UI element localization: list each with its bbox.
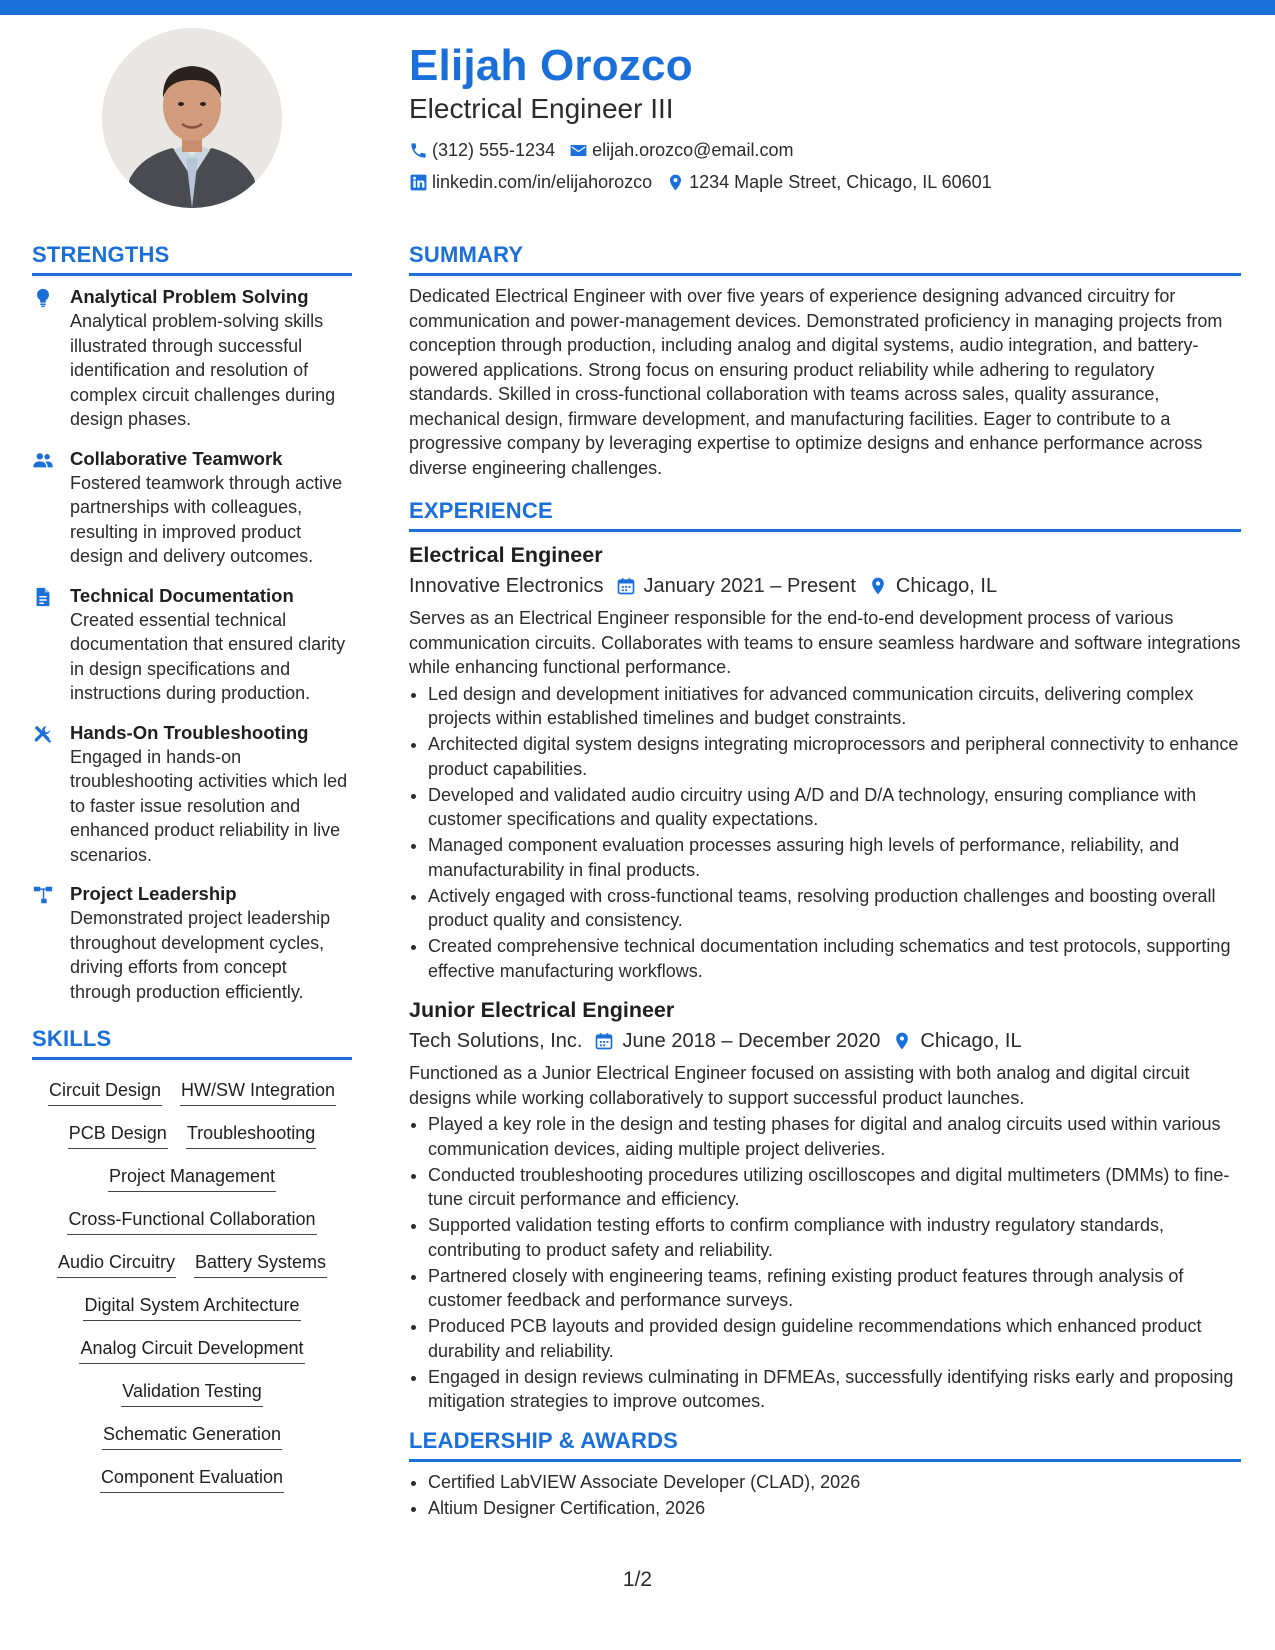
profile-photo [102, 28, 282, 208]
job-title: Junior Electrical Engineer [409, 998, 675, 1022]
job-description: Serves as an Electrical Engineer responsible for the end-to-end development process of various communication circuits. Collaborates with teams to ensure seamless hardware and software integrations while enhancing functional performance. [409, 608, 1241, 677]
job-location [868, 570, 997, 602]
company-name: Innovative Electronics [409, 575, 604, 597]
skills-list [32, 1068, 352, 1504]
strength-desc: Engaged in hands-on troubleshooting activities which led to faster issue resolution and enhanced product reliability in live scenarios. [70, 746, 348, 865]
job-dates [616, 570, 856, 602]
strength-desc: Demonstrated project leadership throughout development cycles, driving efforts from concept through production efficiently. [70, 908, 331, 1002]
top-accent-bar [0, 0, 1275, 15]
tools-icon [32, 723, 54, 745]
list-item: • Actively engaged with cross-functional teams, resolving production challenges and boosting overall product quality and consistency. [428, 884, 1241, 933]
skills-section [32, 1024, 352, 1504]
strength-title: Hands-On Troubleshooting [70, 721, 309, 743]
left-column [32, 240, 352, 1504]
job-description: Functioned as a Junior Electrical Engineer focused on assisting with both analog and digital circuit designs while working collaboratively to support successful product launches. [409, 1063, 1190, 1108]
strength-desc: Fostered teamwork through active partnerships with colleagues, resulting in improved product design and delivery outcomes. [70, 472, 343, 566]
awards-divider [409, 1459, 1241, 1462]
job-bullets [409, 1112, 1241, 1414]
list-item: • Architected digital system designs integrating microprocessors and peripheral connectivity to enhance product capabilities. [428, 732, 1241, 781]
email-contact[interactable] [569, 134, 793, 166]
list-item: • Played a key role in the design and testing phases for digital and analog circuits used within various communication devices, aiding multiple project deliveries. [428, 1112, 1241, 1161]
list-item: • Supported validation testing efforts to confirm compliance with industry regulatory standards, contributing to product safety and reliability. [428, 1213, 1241, 1262]
phone-contact[interactable] [409, 134, 555, 166]
list-item: • Partnered closely with engineering teams, refining existing product features through analysis of customer feedback and performance surveys. [428, 1264, 1241, 1313]
skill-tag: HW/SW Integration [180, 1078, 336, 1106]
phone-text: (312) 555-1234 [432, 140, 556, 160]
job-bullets [409, 682, 1241, 984]
page-number: 1/2 [622, 1568, 653, 1591]
list-item: • Produced PCB layouts and provided design guideline recommendations which enhanced product durability and reliability. [428, 1314, 1241, 1363]
skills-heading: SKILLS [32, 1026, 112, 1051]
job-company [409, 570, 604, 602]
strength-item [32, 720, 352, 868]
list-item: • Created comprehensive technical documentation including schematics and test protocols, supporting effective manufacturing workflows. [428, 934, 1241, 983]
map-pin-icon [892, 1031, 912, 1051]
envelope-icon [569, 141, 588, 160]
strength-title: Collaborative Teamwork [70, 447, 283, 469]
right-column [409, 240, 1241, 1532]
job-entry [409, 540, 1241, 983]
summary-heading: SUMMARY [409, 242, 524, 267]
skill-tag: Component Evaluation [100, 1465, 284, 1493]
skill-tag: Validation Testing [121, 1379, 262, 1407]
location-text: Chicago, IL [920, 1030, 1022, 1052]
skill-tag: Digital System Architecture [83, 1293, 300, 1321]
phone-icon [409, 141, 428, 160]
skill-tag: Cross-Functional Collaboration [67, 1207, 316, 1235]
resume-header [409, 40, 1239, 198]
dates-text: June 2018 – December 2020 [622, 1030, 881, 1052]
map-pin-icon [666, 173, 685, 192]
summary-divider [409, 273, 1241, 276]
linkedin-icon [409, 173, 428, 192]
skills-divider [32, 1057, 352, 1060]
strength-item [32, 284, 352, 432]
skill-tag: PCB Design [68, 1121, 168, 1149]
skill-tag: Circuit Design [48, 1078, 162, 1106]
strength-item [32, 583, 352, 706]
strength-title: Technical Documentation [70, 584, 294, 606]
strength-title: Project Leadership [70, 883, 237, 904]
experience-divider [409, 529, 1241, 532]
strength-desc: Created essential technical documentation that ensured clarity in design specifications and instructions during production. [70, 609, 346, 703]
document-icon [32, 586, 54, 608]
job-location [892, 1025, 1021, 1057]
strength-desc: Analytical problem-solving skills illustrated through successful identification and resolution of complex circuit challenges during design phases. [70, 311, 336, 429]
list-item: • Developed and validated audio circuitry using A/D and D/A technology, ensuring compliance with customer specifications and quality expectations. [428, 783, 1241, 832]
address-contact [666, 166, 992, 198]
email-text: elijah.orozco@email.com [592, 140, 794, 160]
experience-heading: EXPERIENCE [409, 498, 553, 523]
list-item: • Conducted troubleshooting procedures utilizing oscilloscopes and digital multimeters (DMMs) to fine-tune circuit performance and efficiency. [428, 1163, 1241, 1212]
hierarchy-icon [32, 884, 54, 906]
strength-title: Analytical Problem Solving [70, 286, 309, 307]
candidate-title: Electrical Engineer III [409, 93, 674, 124]
lightbulb-icon [32, 287, 54, 309]
linkedin-contact[interactable] [409, 166, 652, 198]
location-text: Chicago, IL [895, 575, 998, 597]
strength-item [32, 881, 352, 1004]
job-title: Electrical Engineer [409, 543, 603, 567]
job-company [409, 1025, 582, 1057]
list-item: • Altium Designer Certification, 2026 [428, 1496, 1241, 1521]
summary-text: Dedicated Electrical Engineer with over five years of experience designing advanced circuitry for communication and power-management devices. Demonstrated proficiency in managing projects from conception through production, including analog and digital systems, audio integration, and battery-powered applications. Strong focus on ensuring product reliability while adhering to regulatory standards. Skilled in cross-functional collaboration with teams across sales, quality assurance, mechanical design, firmware development, and manufacturing facilities. Eager to contribute to a progressive company by leveraging expertise to optimize designs and enhance performance across diverse engineering challenges. [409, 286, 1223, 478]
candidate-name: Elijah Orozco [409, 41, 693, 90]
company-name: Tech Solutions, Inc. [409, 1030, 583, 1052]
strengths-divider [32, 273, 352, 276]
address-text: 1234 Maple Street, Chicago, IL 60601 [689, 172, 992, 192]
calendar-icon [594, 1031, 614, 1051]
calendar-icon [616, 576, 636, 596]
dates-text: January 2021 – Present [643, 575, 856, 597]
list-item: • Engaged in design reviews culminating in DFMEAs, successfully identifying risks early and proposing mitigation strategies to improve outcomes. [428, 1365, 1241, 1414]
skill-tag: Schematic Generation [102, 1422, 282, 1450]
skill-tag: Troubleshooting [186, 1121, 316, 1149]
skill-tag: Battery Systems [194, 1250, 327, 1278]
list-item: • Managed component evaluation processes assuring high levels of performance, reliability, and manufacturability in final products. [428, 833, 1241, 882]
skill-tag: Project Management [108, 1164, 276, 1192]
linkedin-text: linkedin.com/in/elijahorozco [432, 172, 653, 192]
map-pin-icon [868, 576, 888, 596]
job-meta [409, 1025, 1241, 1057]
people-icon [32, 449, 54, 471]
strength-item [32, 446, 352, 569]
skill-tag: Analog Circuit Development [79, 1336, 304, 1364]
list-item: • Led design and development initiatives for advanced communication circuits, delivering complex projects within established timelines and budget constraints. [428, 682, 1241, 731]
awards-heading: LEADERSHIP & AWARDS [409, 1427, 679, 1453]
skill-tag: Audio Circuitry [57, 1250, 176, 1278]
contact-row-2 [409, 166, 1239, 198]
list-item: • Certified LabVIEW Associate Developer (CLAD), 2026 [428, 1470, 1241, 1495]
contact-row-1 [409, 134, 1239, 166]
job-meta [409, 570, 1241, 602]
awards-list [409, 1470, 1241, 1521]
job-entry [409, 995, 1241, 1414]
job-dates [594, 1025, 880, 1057]
strengths-heading: STRENGTHS [32, 242, 170, 267]
